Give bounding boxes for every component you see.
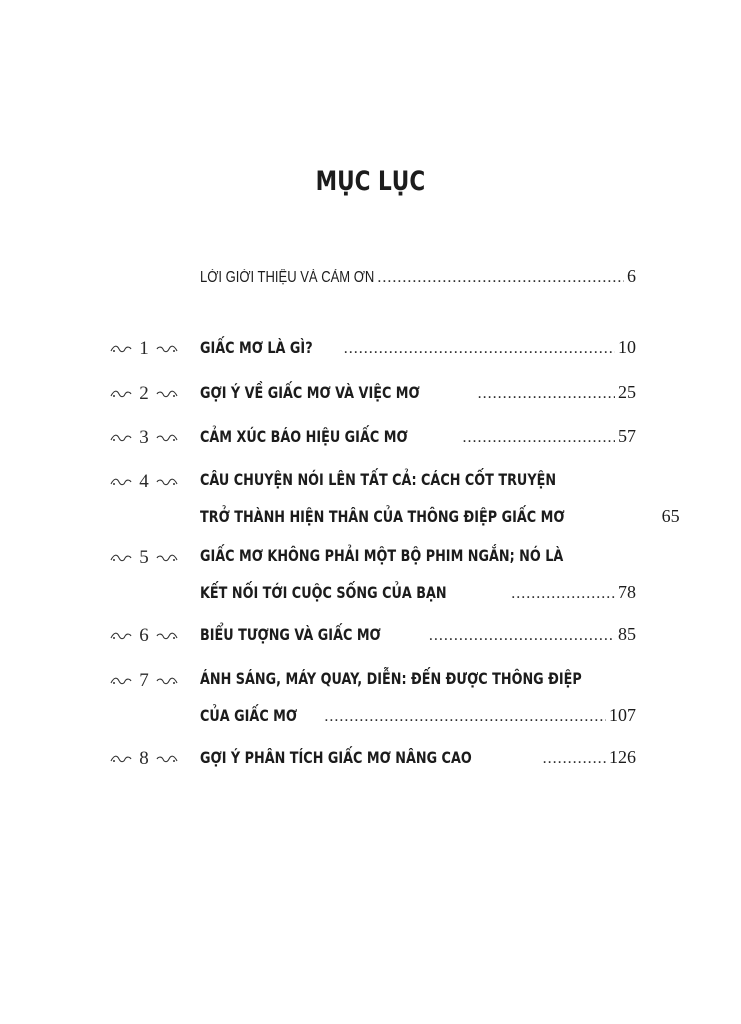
chapter-title-text: GIẤC MƠ LÀ GÌ? [200,338,313,357]
chapter-number: 2 [139,383,149,404]
chapter-page-number: 10 [618,337,636,357]
dot-leader [429,627,615,645]
chapter-title-line [200,669,636,693]
chapter-title-line [200,470,636,494]
chapter-title-text: KẾT NỐI TỚI CUỘC SỐNG CỦA BẠN [200,583,447,602]
dot-leader [463,429,615,447]
flourish-left-icon [110,547,132,569]
chapter-title-line [200,582,636,606]
dot-leader [478,385,615,403]
chapter-title-line [200,705,636,729]
chapter-page-number: 65 [661,506,680,526]
chapter-title-text: ÁNH SÁNG, MÁY QUAY, DIỄN: ĐẾN ĐƯỢC THÔNG ĐIỆP [200,669,582,688]
chapter-title-text: CỦA GIẤC MƠ [200,706,298,725]
chapter-marker [110,747,188,771]
chapter-title-text: CÂU CHUYỆN NÓI LÊN TẤT CẢ: CÁCH CỐT TRUYỆN [200,470,557,489]
chapter-page-number: 126 [609,747,636,767]
chapter-title-text: GỢI Ý PHÂN TÍCH GIẤC MƠ NÂNG CAO [200,748,472,767]
chapter-number: 4 [139,471,149,492]
flourish-left-icon [110,748,132,770]
chapter-title-line [200,337,636,361]
chapter-page-number: 25 [618,382,636,402]
chapter-marker [110,337,188,361]
flourish-right-icon [156,748,178,770]
chapter-page-number: 57 [618,426,636,446]
chapter-marker [110,426,188,450]
flourish-left-icon [110,471,132,493]
dot-leader [344,340,615,358]
flourish-right-icon [156,547,178,569]
chapter-title-line [200,624,636,648]
flourish-right-icon [156,625,178,647]
flourish-left-icon [110,427,132,449]
dot-leader [324,708,606,726]
chapter-marker [110,382,188,406]
chapter-page-number: 85 [618,624,636,644]
chapter-number: 8 [139,748,149,769]
flourish-left-icon [110,670,132,692]
chapter-title-line [200,426,636,450]
flourish-right-icon [156,471,178,493]
toc-intro-label: LỜI GIỚI THIỆU VÀ CẢM ƠN [200,269,375,286]
dot-leader [511,585,615,603]
flourish-right-icon [156,338,178,360]
chapter-title-text: TRỞ THÀNH HIỆN THÂN CỦA THÔNG ĐIỆP GIẤC MƠ [200,507,565,526]
chapter-title-text: BIỂU TƯỢNG VÀ GIẤC MƠ [200,625,381,644]
flourish-right-icon [156,670,178,692]
chapter-title-text: GIẤC MƠ KHÔNG PHẢI MỘT BỘ PHIM NGẮN; NÓ LÀ [200,546,564,565]
chapter-title-line [200,382,636,406]
toc-intro-row [200,266,636,288]
chapter-title-text: GỢI Ý VỀ GIẤC MƠ VÀ VIỆC MƠ [200,383,420,402]
chapter-title-text: CẢM XÚC BÁO HIỆU GIẤC MƠ [200,427,408,446]
chapter-marker [110,546,188,570]
chapter-number: 7 [139,670,149,691]
chapter-marker [110,624,188,648]
flourish-left-icon [110,625,132,647]
chapter-title-line [200,747,636,771]
chapter-page-number: 107 [609,705,636,725]
dot-leader [377,269,624,287]
flourish-right-icon [156,383,178,405]
chapter-number: 5 [139,547,149,568]
chapter-title-line [200,546,636,570]
flourish-left-icon [110,338,132,360]
flourish-left-icon [110,383,132,405]
chapter-marker [110,669,188,693]
chapter-page-number: 78 [618,582,636,602]
chapter-title-line [200,506,680,530]
chapter-number: 1 [139,338,149,359]
chapter-number: 3 [139,427,149,448]
chapter-marker [110,470,188,494]
toc-intro-page: 6 [627,266,636,286]
page-title: MỤC LỤC [315,166,426,197]
dot-leader [543,750,606,768]
flourish-right-icon [156,427,178,449]
chapter-number: 6 [139,625,149,646]
